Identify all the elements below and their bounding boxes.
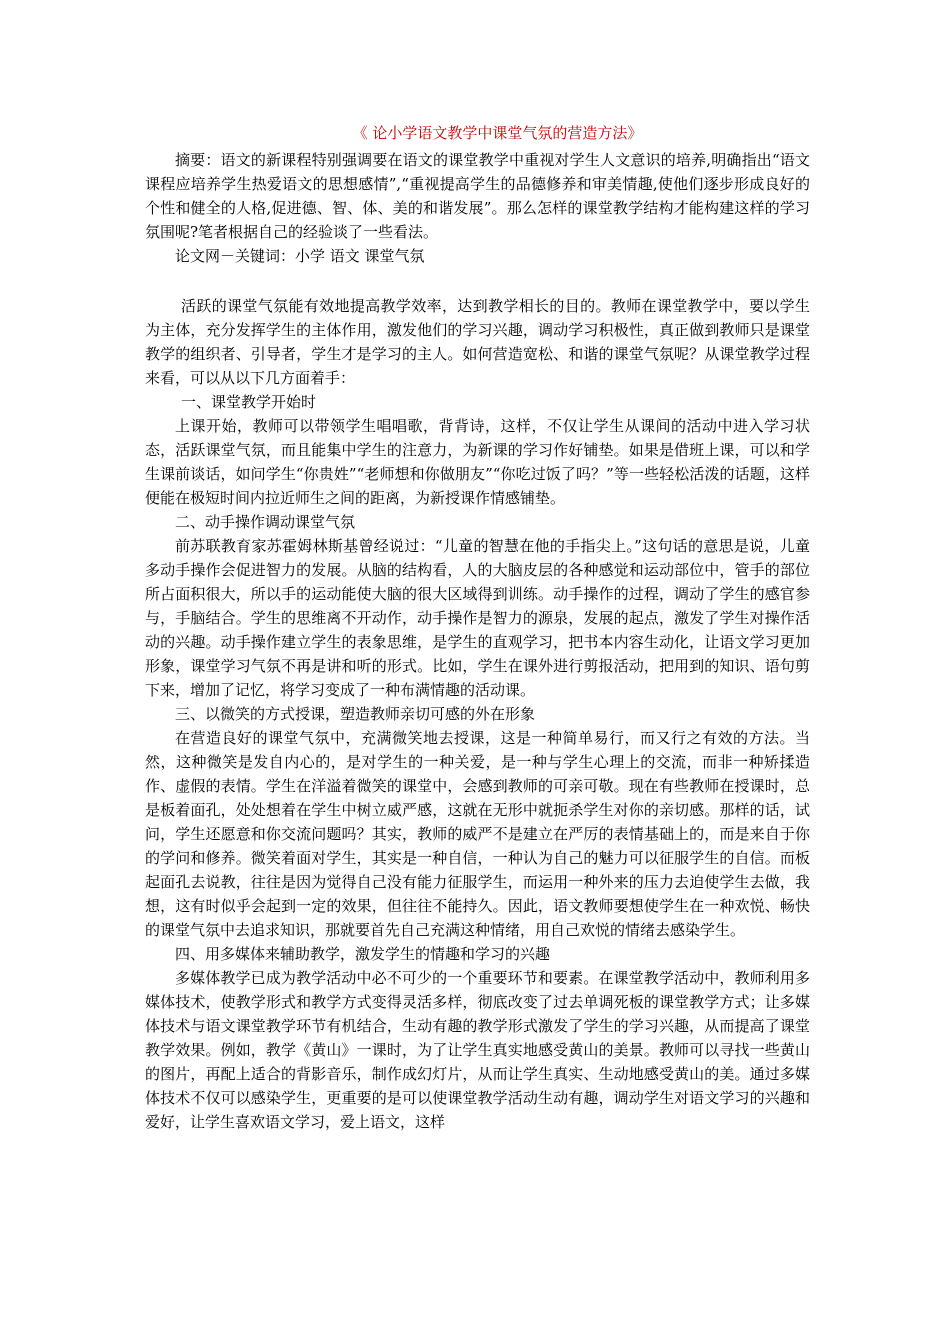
article-title: 《 论小学语文教学中课堂气氛的营造方法》 <box>352 124 643 142</box>
section-body-4: 多媒体教学已成为教学活动中必不可少的一个重要环节和要素。在课堂教学活动中，教师利用多媒体技术，使教学形式和教学方式变得灵活多样，彻底改变了过去单调死板的课堂教学方式；让多媒体技术与语文课堂教学环节有机结合，生动有趣的教学形式激发了学生的学习兴趣，从而提高了课堂教学效果。例如，教学《黄山》一课时，为了让学生真实地感受黄山的美景。教师可以寻找一些黄山的图片，再配上适合的背影音乐，制作成幻灯片，从而让学生真实、生动地感受黄山的美。通过多媒体技术不仅可以感染学生，更重要的是可以使课堂教学活动生动有趣，调动学生对语文学习的兴趣和爱好，让学生喜欢语文学习，爱上语文，这样 <box>145 969 810 1131</box>
article-body <box>145 122 810 1134</box>
section-body-1: 上课开始，教师可以带领学生唱唱歌，背背诗，这样，不仅让学生从课间的活动中进入学习状态，活跃课堂气氛，而且能集中学生的注意力，为新课的学习作好铺垫。如果是借班上课，可以和学生课前谈话，如问学生“你贵姓”“老师想和你做朋友”“你吃过饭了吗？”等一些轻松活泼的话题，这样便能在极短时间内拉近师生之间的距离，为新授课作情感铺垫。 <box>145 417 810 507</box>
section-heading-4: 四、用多媒体来辅助教学，激发学生的情趣和学习的兴趣 <box>175 945 551 963</box>
abstract-paragraph: 摘要：语文的新课程特别强调要在语文的课堂教学中重视对学生人文意识的培养,明确指出“语文课程应培养学生热爱语文的思想感情”,“重视提高学生的品德修养和审美情趣,使他们逐步形成良好的个性和健全的人格,促进德、智、体、美的和谐发展”。那么怎样的课堂教学结构才能构建这样的学习氛围呢?笔者根据自己的经验谈了一些看法。 <box>145 151 810 241</box>
spacer <box>145 268 810 294</box>
intro-paragraph: 活跃的课堂气氛能有效地提高教学效率，达到教学相长的目的。教师在课堂教学中，要以学生为主体，充分发挥学生的主体作用，激发他们的学习兴趣，调动学习积极性，真正做到教师只是课堂教学的组织者、引导者，学生才是学习的主人。如何营造宽松、和谐的课堂气氛呢？从课堂教学过程来看，可以从以下几方面着手： <box>145 297 810 387</box>
section-heading-2: 二、动手操作调动课堂气氛 <box>175 513 356 531</box>
section-heading-3: 三、以微笑的方式授课，塑造教师亲切可感的外在形象 <box>175 705 536 723</box>
keywords-line: 论文网－关键词：小学 语文 课堂气氛 <box>175 247 425 265</box>
section-body-3: 在营造良好的课堂气氛中，充满微笑地去授课，这是一种简单易行，而又行之有效的方法。当然，这种微笑是发自内心的，是对学生的一种关爱，是一种与学生心理上的交流，而非一种矫揉造作、虚假的表情。学生在洋溢着微笑的课堂中，会感到教师的可亲可敬。现在有些教师在授课时，总是板着面孔，处处想着在学生中树立威严感，这就在无形中就扼杀学生对你的亲切感。那样的话，试问，学生还愿意和你交流问题吗？其实，教师的威严不是建立在严厉的表情基础上的，而是来自于你的学问和修养。微笑着面对学生，其实是一种自信，一种认为自己的魅力可以征服学生的自信。而板起面孔去说教，往往是因为觉得自己没有能力征服学生，而运用一种外来的压力去迫使学生去做，我想，这有时似乎会起到一定的效果，但往往不能持久。因此，语文教师要想使学生在一种欢悦、畅快的课堂气氛中去追求知识，那就要首先自己充满这种情绪，用自己欢悦的情绪去感染学生。 <box>145 729 810 939</box>
section-body-2: 前苏联教育家苏霍姆林斯基曾经说过：“儿童的智慧在他的手指尖上。”这句话的意思是说，儿童多动手操作会促进智力的发展。从脑的结构看，人的大脑皮层的各种感觉和运动部位中，管手的部位所占面积很大，所以手的运动能使大脑的很大区域得到训练。动手操作的过程，调动了学生的感官参与，手脑结合。学生的思维离不开动作，动手操作是智力的源泉，发展的起点，激发了学生对操作活动的兴趣。动手操作建立学生的表象思维，是学生的直观学习，把书本内容生动化，让语文学习更加形象，课堂学习气氛不再是讲和听的形式。比如，学生在课外进行剪报活动，把用到的知识、语句剪下来，增加了记忆，将学习变成了一种布满情趣的活动课。 <box>145 537 810 699</box>
section-heading-1: 一、课堂教学开始时 <box>181 393 317 411</box>
